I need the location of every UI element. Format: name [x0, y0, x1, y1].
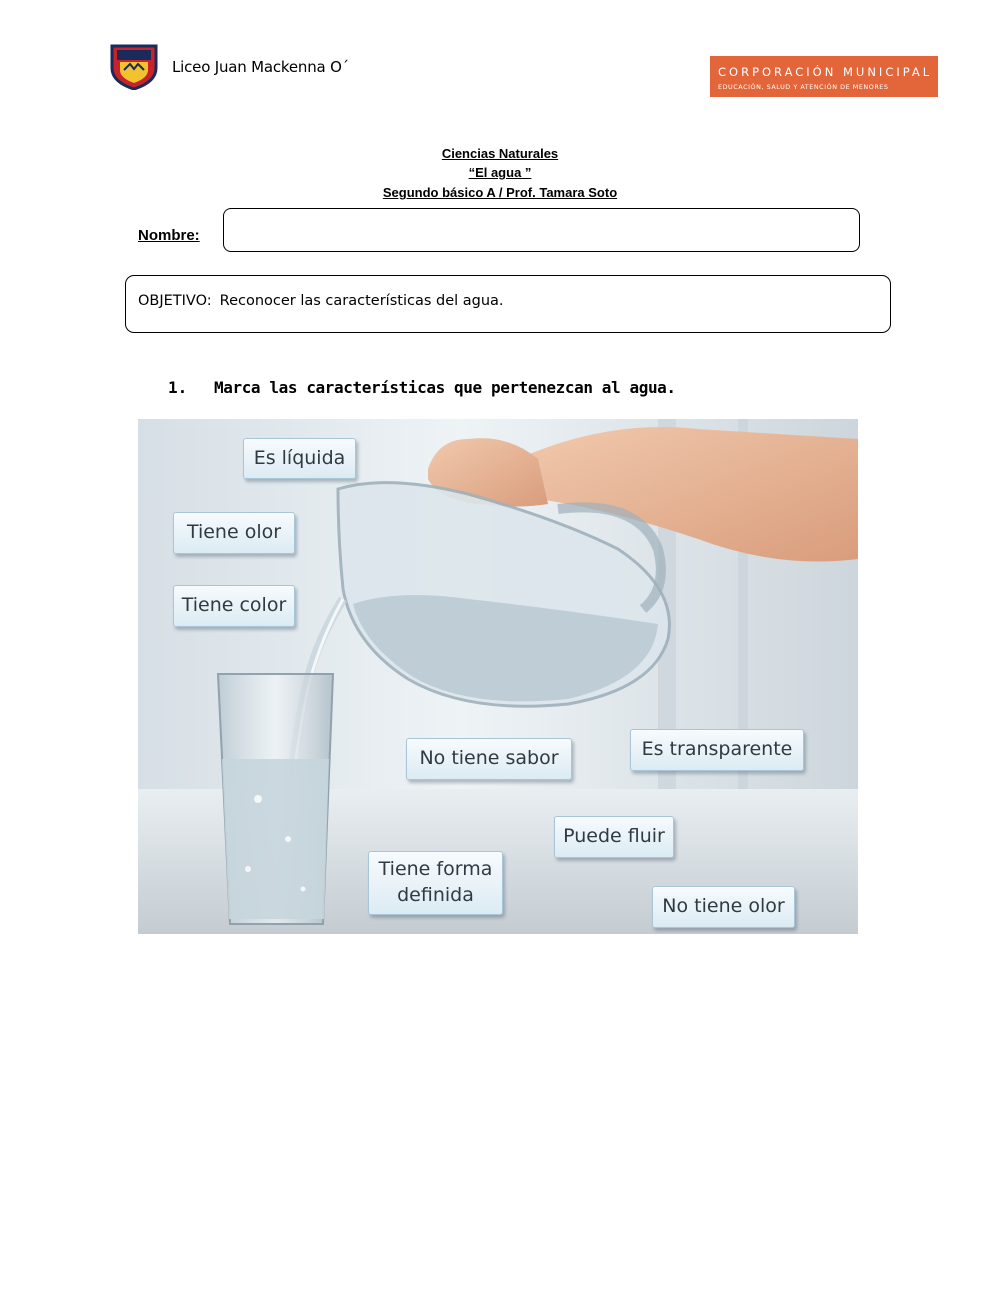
nombre-label: Nombre:	[138, 227, 200, 244]
subject-title: Ciencias Naturales	[441, 146, 559, 161]
corporation-logo-line1: CORPORACIÓN MUNICIPAL	[718, 65, 933, 79]
objetivo-text	[138, 293, 504, 309]
water-pouring-photo	[138, 419, 858, 934]
question-number: 1.	[168, 378, 188, 397]
objetivo-description: Reconocer las características del agua.	[219, 293, 504, 309]
option-puede-fluir[interactable]: Puede fluir	[554, 816, 674, 858]
school-name: Liceo Juan Mackenna O´	[172, 58, 349, 76]
option-es-liquida[interactable]: Es líquida	[243, 438, 356, 479]
option-no-tiene-sabor[interactable]: No tiene sabor	[406, 738, 572, 780]
course-title: Segundo básico A / Prof. Tamara Soto	[382, 185, 618, 200]
school-crest-logo	[108, 40, 160, 90]
option-no-tiene-olor[interactable]: No tiene olor	[652, 886, 795, 928]
objetivo-box	[125, 275, 891, 333]
nombre-input[interactable]	[223, 208, 860, 252]
corporation-municipal-logo	[710, 56, 938, 97]
topic-title: “El agua ”	[468, 165, 532, 180]
corporation-logo-line2: EDUCACIÓN, SALUD Y ATENCIÓN DE MENORES	[718, 83, 889, 91]
option-tiene-olor[interactable]: Tiene olor	[173, 512, 295, 554]
option-es-transparente[interactable]: Es transparente	[630, 729, 804, 771]
option-tiene-forma-definida[interactable]: Tiene forma definida	[368, 851, 503, 915]
objetivo-label: OBJETIVO:	[138, 293, 212, 309]
question-text: Marca las características que pertenezcan al agua.	[214, 378, 676, 397]
option-tiene-color[interactable]: Tiene color	[173, 585, 295, 627]
